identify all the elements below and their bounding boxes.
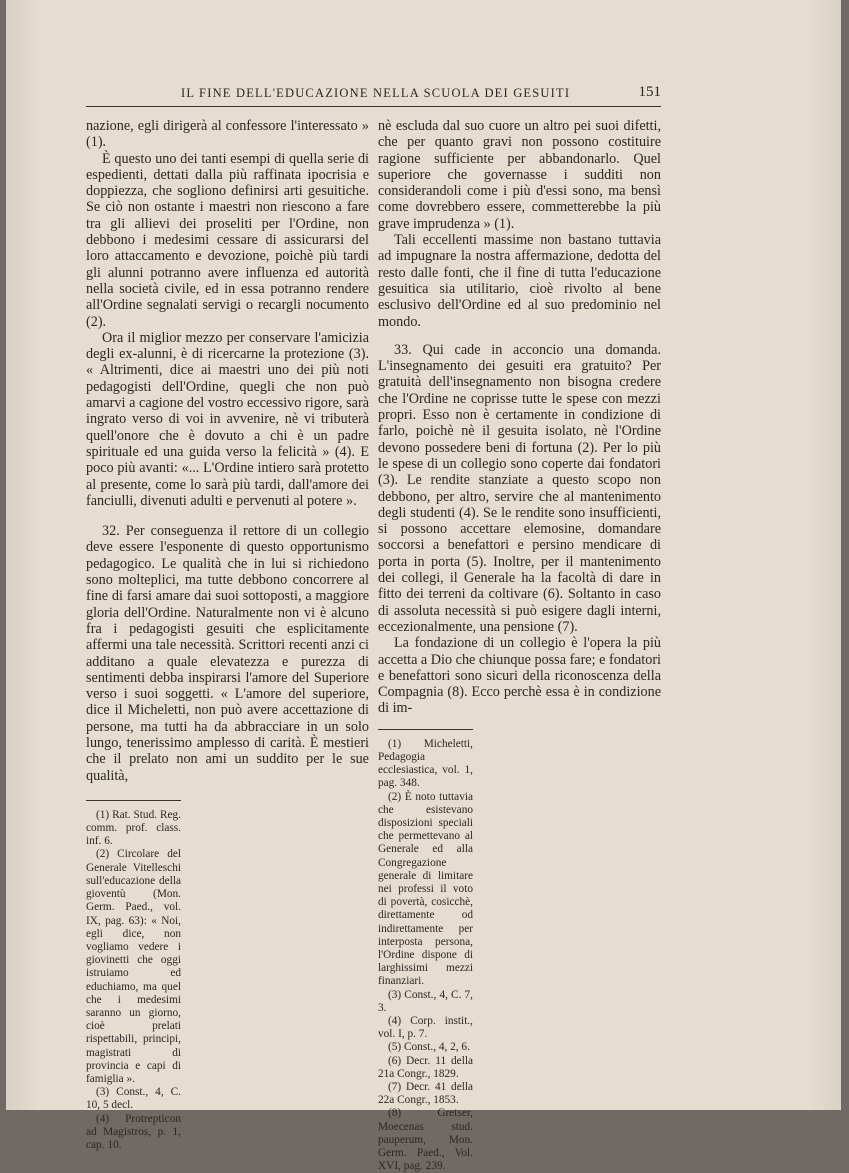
paragraph: nè escluda dal suo cuore un altro pei suoi difetti, che per quanto gravi non possono costituire ragione sufficiente per abbandonarlo. Quel superiore che governasse i sudditi non considerandoli come i più d'essi sono, ma bensì come dovrebbero essere, commetterebbe la più grave imprudenza » (1). xyxy=(378,118,661,232)
paragraph: È questo uno dei tanti esempi di quella serie di espedienti, dettati dalla più raffinata ipocrisia e doppiezza, che sogliono definirsi arti gesuitiche. Se ciò non ostante i maestri non riescono a fare tra gli allievi dei proseliti per l'Ordine, non debbono i medesimi cessare di assicurarsi del loro attaccamento e devozione, poichè più tardi gli alunni potranno avere influenza ed autorità nella società civile, ed in essa potranno rendere all'Ordine segnalati servigi o recargli nocumento (2). xyxy=(86,150,369,330)
left-column xyxy=(86,118,369,1152)
right-column xyxy=(378,118,661,1173)
page-number: 151 xyxy=(638,84,661,100)
book-page xyxy=(6,0,841,1173)
footnote: (1) Rat. Stud. Reg. comm. prof. class. inf. 6. xyxy=(86,808,181,848)
section-33-paragraph: 33. Qui cade in acconcio una domanda. L'insegnamento dei gesuiti era gratuito? Per gratuità dell'insegnamento non bisogna credere che l'Ordine ne coprisse tutte le spese con mezzi propri. Esso non è certamente in condizione di farlo, poichè nè il gesuita isolato, nè l'Ordine devono possedere beni di fortuna (2). Per lo più le spese di un collegio sono coperte dai fondatori (3). Le rendite stanziate a questo scopo non debbono, per altro, servire che al mantenimento degli studenti (4). Se le rendite sono insufficienti, si possono accettare elemosine, domandare soccorsi a benefattori e persino mendicare di porta in porta (5). Inoltre, per il mantenimento dei collegi, il Generale ha la facoltà di dare in fitto dei terreni da coltivare (6). Soltanto in caso di assoluta necessità si può esigere dagli interni, eccezionalmente, una pensione (7). xyxy=(378,341,661,635)
footnote: (8) Gretser, Moecenas stud. pauperum, Mon. Germ. Paed., Vol. XVI, pag. 239. xyxy=(378,1107,473,1173)
footnotes-left xyxy=(86,800,181,1152)
section-32-paragraph: 32. Per conseguenza il rettore di un collegio deve essere l'esponente di questo opportunismo pedagogico. Le qualità che in lui si richiedono sono molteplici, ma tutte debbono concorrere al fine di farsi amare dai suoi sottoposti, a maggiore gloria dell'Ordine. Naturalmente non vi è alcuno fra i pedagogisti gesuiti che esplicitamente affermi una tale necessità. Scrittori recenti anzi ci additano a quale elevatezza e purezza di sentimenti debba inspirarsi l'amore del Superiore verso i suoi soggetti. « L'amore del superiore, dice il Micheletti, non può avere accettazione di persone, ma tutti ha da abbracciare in un solo lungo, tenerissimo amplesso di carità. È mestieri che il prelato non ami un suddito per le sue qualità, xyxy=(86,523,369,784)
footnote: (4) Corp. instit., vol. I, p. 7. xyxy=(378,1014,473,1041)
footnote: (1) Micheletti, Pedagogia ecclesiastica, vol. 1, pag. 348. xyxy=(378,737,473,790)
paragraph: La fondazione di un collegio è l'opera la più accetta a Dio che chiunque possa fare; e fondatori e benefattori sono sicuri della riconoscenza della Compagnia (8). Ecco perchè essa è in condizione di im- xyxy=(378,635,661,717)
footnote: (5) Const., 4, 2, 6. xyxy=(388,1041,470,1054)
footnote: (2) È noto tuttavia che esistevano disposizioni speciali che permettevano al Generale ed alla Congregazione generale di limitare nei professi il voto di povertà, cosicchè, direttamente od indirettamente per interposta persona, l'Ordine dispone di larghissimi mezzi finanziari. xyxy=(378,790,473,988)
footnotes-right xyxy=(378,729,473,1173)
running-header xyxy=(86,84,661,107)
paragraph: nazione, egli dirigerà al confessore l'interessato » (1). xyxy=(86,118,369,151)
footnote: (3) Const., 4, C. 7, 3. xyxy=(378,988,473,1014)
footnote: (7) Decr. 41 della 22a Congr., 1853. xyxy=(378,1080,473,1107)
footnote: (2) Circolare del Generale Vitelleschi sull'educazione della gioventù (Mon. Germ. Paed., vol. IX, pag. 63): « Noi, egli dice, non vogliamo vedere i giovinetti che oggi istruiamo ed educhiamo, ma quel che i medesimi saranno un giorno, cioè prelati rispettabili, principi, magistrati di provincia e capi di famiglia ». xyxy=(86,848,181,1085)
footnote: (3) Const., 4, C. 10, 5 decl. xyxy=(86,1086,181,1112)
footnote: (4) Protrepticon ad Magistros, p. 1, cap. 10. xyxy=(86,1112,181,1151)
running-title: IL FINE DELL'EDUCAZIONE NELLA SCUOLA DEI GESUITI xyxy=(181,86,571,100)
paragraph: Ora il miglior mezzo per conservare l'amicizia degli ex-alunni, è di ricercarne la protezione (3). « Altrimenti, dice ai maestri uno dei più noti pedagogisti dell'Ordine, quegli che non può amarvi a cagione del vostro eccessivo rigore, sarà ingrato verso di voi in avvenire, nè vi tributerà quell'onore che è dovuto a chi è un padre spirituale ed una guida verso la felicità » (4). E poco più avanti: «... L'Ordine intiero sarà protetto al presente, come lo sarà più tardi, dall'amore dei fanciulli, divenuti adulti e pervenuti al potere ». xyxy=(86,329,369,509)
paragraph: Tali eccellenti massime non bastano tuttavia ad impugnare la nostra affermazione, dedotta del resto dalle fonti, che il fine di tutta l'educazione gesuitica sia utilitario, cioè rivolto al bene esclusivo dell'Ordine ed al suo predominio nel mondo. xyxy=(378,232,661,330)
footnote: (6) Decr. 11 della 21a Congr., 1829. xyxy=(378,1054,473,1080)
